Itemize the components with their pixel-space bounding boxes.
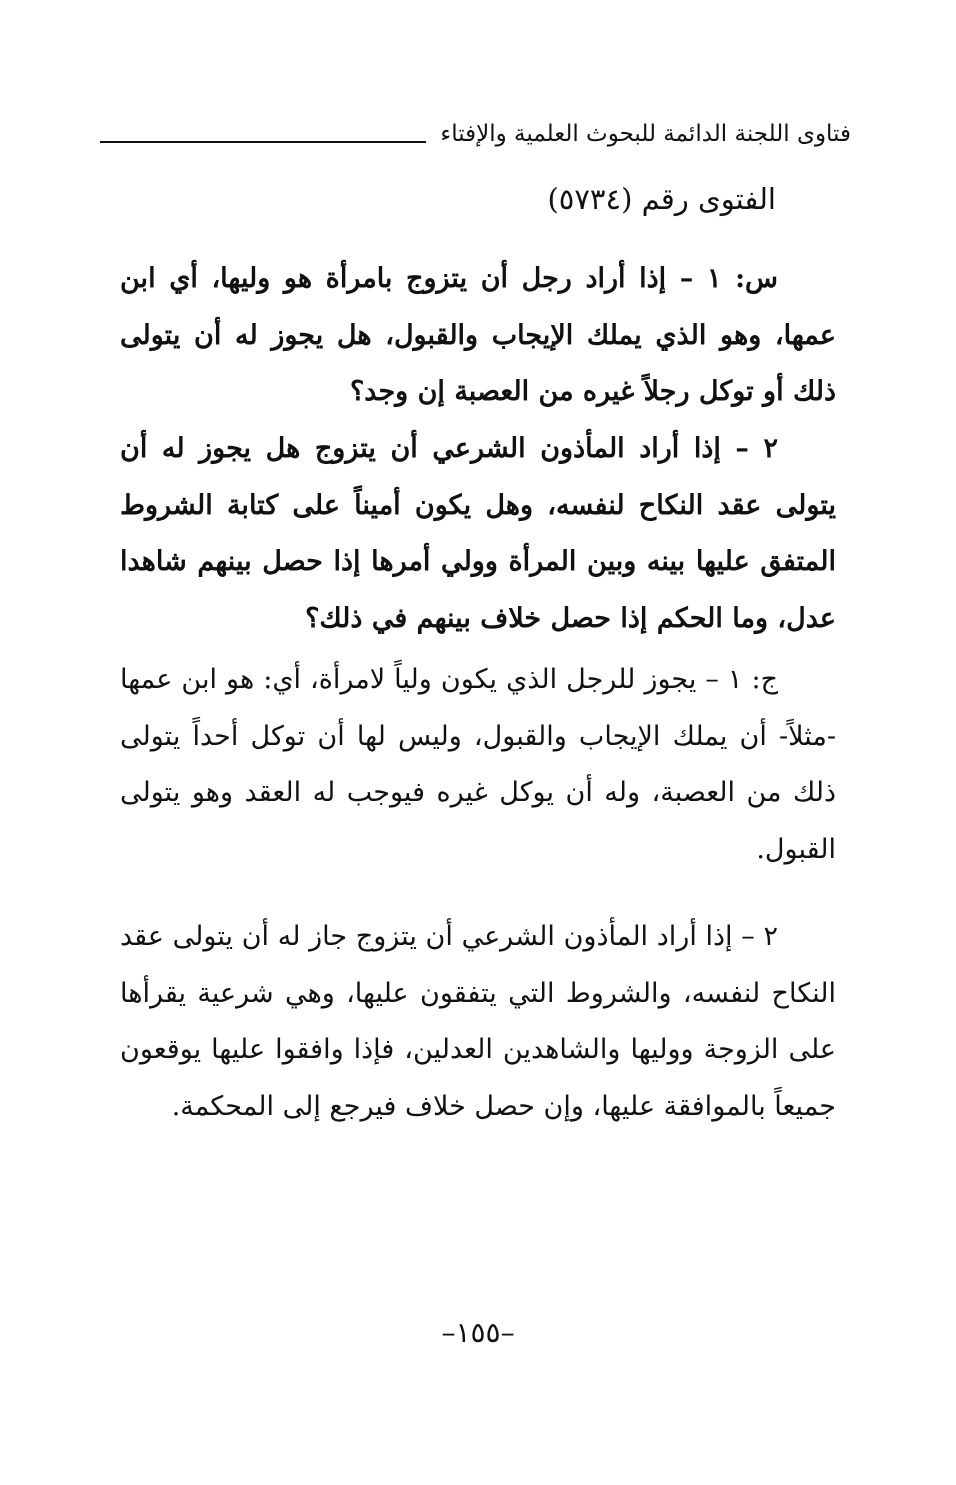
- question-part-1-text: س: ١ – إذا أراد رجل أن يتزوج بامرأة هو وليها، أي ابن عمها، وهو الذي يملك الإيجاب والقبول، هل يجوز له أن يتولى ذلك أو توكل رجلاً غيره من العصبة إن وجد؟: [120, 263, 836, 407]
- fatwa-number: الفتوى رقم (٥٧٣٤): [547, 182, 776, 216]
- answer-part-1-text: ج: ١ – يجوز للرجل الذي يكون ولياً لامرأة، أي: هو ابن عمها -مثلاً- أن يملك الإيجاب والقبول، وليس لها أن توكل أحداً يتولى ذلك من العصبة، وله أن يوكل غيره فيوجب له العقد وهو يتولى القبول.: [120, 664, 836, 865]
- question-part-1: [120, 251, 836, 421]
- answer-part-2-text: ٢ – إذا أراد المأذون الشرعي أن يتزوج جاز له أن يتولى عقد النكاح لنفسه، والشروط التي يتفقون عليها، وهي شرعية يقرأها على الزوجة ووليها والشاهدين العدلين، فإذا وافقوا عليها يوقعون جميعاً بالموافقة عليها، وإن حصل خلاف فيرجع إلى المحكمة.: [120, 921, 836, 1122]
- page-number: –١٥٥–: [441, 1316, 515, 1349]
- header-rule: [100, 141, 426, 143]
- question-part-2-text: ٢ – إذا أراد المأذون الشرعي أن يتزوج هل يجوز له أن يتولى عقد النكاح لنفسه، وهل يكون أميناً على كتابة الشروط المتفق عليها بينه وبين المرأة وولي أمرها إذا حصل بينهم شاهدا عدل، وما الحكم إذا حصل خلاف بينهم في ذلك؟: [120, 433, 836, 634]
- question-part-2: [120, 421, 836, 647]
- running-header: [100, 112, 851, 156]
- header-title: فتاوى اللجنة الدائمة للبحوث العلمية والإفتاء: [440, 121, 851, 147]
- answer-part-1: [120, 652, 836, 878]
- answer-part-2: [120, 909, 836, 1135]
